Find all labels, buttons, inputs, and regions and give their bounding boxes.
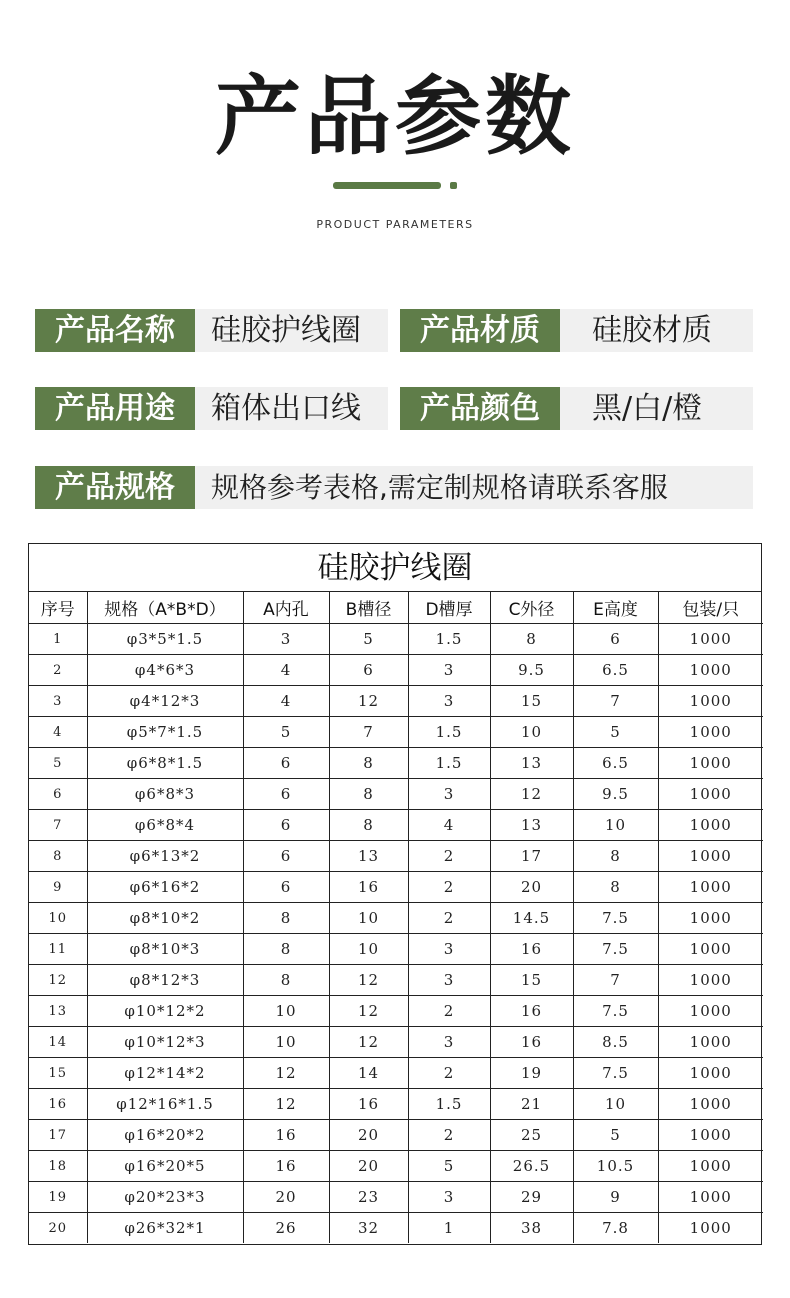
table-cell: 12 bbox=[329, 686, 408, 717]
table-cell: 3 bbox=[408, 965, 490, 996]
table-cell: 5 bbox=[243, 717, 329, 748]
table-cell: 3 bbox=[243, 624, 329, 655]
table-cell: 1000 bbox=[658, 934, 763, 965]
table-cell: 1000 bbox=[658, 1089, 763, 1120]
table-cell: 12 bbox=[329, 996, 408, 1027]
table-cell: 1.5 bbox=[408, 1089, 490, 1120]
table-cell: 12 bbox=[490, 779, 573, 810]
product-color-value: 黑/白/橙 bbox=[560, 387, 753, 430]
table-cell: 13 bbox=[29, 996, 87, 1027]
table-cell: 1.5 bbox=[408, 748, 490, 779]
spec-table-body bbox=[29, 624, 763, 1244]
table-row bbox=[29, 1058, 763, 1089]
table-cell: 10 bbox=[329, 934, 408, 965]
table-cell: φ4*12*3 bbox=[87, 686, 243, 717]
table-cell: 19 bbox=[490, 1058, 573, 1089]
table-cell: 9 bbox=[29, 872, 87, 903]
table-cell: φ4*6*3 bbox=[87, 655, 243, 686]
table-cell: 15 bbox=[490, 965, 573, 996]
table-cell: 6 bbox=[243, 810, 329, 841]
table-cell: φ5*7*1.5 bbox=[87, 717, 243, 748]
table-row bbox=[29, 1120, 763, 1151]
table-cell: 1000 bbox=[658, 779, 763, 810]
param-row-spec bbox=[35, 466, 753, 509]
table-cell: 9 bbox=[573, 1182, 658, 1213]
table-cell: 10 bbox=[573, 810, 658, 841]
table-cell: 6 bbox=[573, 624, 658, 655]
table-cell: 10 bbox=[490, 717, 573, 748]
table-cell: 8 bbox=[573, 872, 658, 903]
table-cell: 10 bbox=[573, 1089, 658, 1120]
table-row bbox=[29, 810, 763, 841]
table-cell: 2 bbox=[29, 655, 87, 686]
table-cell: φ6*16*2 bbox=[87, 872, 243, 903]
table-cell: 7 bbox=[573, 686, 658, 717]
table-cell: 18 bbox=[29, 1151, 87, 1182]
table-cell: φ20*23*3 bbox=[87, 1182, 243, 1213]
table-cell: 7.5 bbox=[573, 903, 658, 934]
table-row bbox=[29, 779, 763, 810]
table-cell: 1000 bbox=[658, 1151, 763, 1182]
table-cell: 1000 bbox=[658, 1182, 763, 1213]
table-cell: φ6*8*3 bbox=[87, 779, 243, 810]
table-row bbox=[29, 903, 763, 934]
table-cell: 1000 bbox=[658, 1213, 763, 1244]
product-name-label: 产品名称 bbox=[35, 309, 195, 352]
table-cell: 17 bbox=[490, 841, 573, 872]
product-spec-label: 产品规格 bbox=[35, 466, 195, 509]
table-cell: 29 bbox=[490, 1182, 573, 1213]
table-cell: 20 bbox=[329, 1151, 408, 1182]
table-cell: 5 bbox=[329, 624, 408, 655]
product-use-label: 产品用途 bbox=[35, 387, 195, 430]
table-cell: φ6*8*4 bbox=[87, 810, 243, 841]
table-cell: 5 bbox=[573, 717, 658, 748]
table-cell: 8 bbox=[329, 810, 408, 841]
table-cell: φ16*20*5 bbox=[87, 1151, 243, 1182]
column-header: A内孔 bbox=[243, 592, 329, 624]
table-cell: 25 bbox=[490, 1120, 573, 1151]
column-header: 包装/只 bbox=[658, 592, 763, 624]
table-cell: 1.5 bbox=[408, 717, 490, 748]
table-cell: φ16*20*2 bbox=[87, 1120, 243, 1151]
table-row bbox=[29, 748, 763, 779]
column-header: 规格（A*B*D） bbox=[87, 592, 243, 624]
table-row bbox=[29, 1182, 763, 1213]
table-cell: 8.5 bbox=[573, 1027, 658, 1058]
table-cell: 8 bbox=[490, 624, 573, 655]
table-cell: 6 bbox=[243, 779, 329, 810]
table-cell: 10 bbox=[243, 996, 329, 1027]
table-cell: 1 bbox=[29, 624, 87, 655]
table-row bbox=[29, 1027, 763, 1058]
table-cell: 6 bbox=[329, 655, 408, 686]
table-cell: 7 bbox=[29, 810, 87, 841]
product-use-value: 箱体出口线 bbox=[195, 387, 388, 430]
table-cell: 16 bbox=[490, 934, 573, 965]
table-row bbox=[29, 655, 763, 686]
table-cell: 16 bbox=[29, 1089, 87, 1120]
table-cell: 3 bbox=[408, 1027, 490, 1058]
table-cell: 8 bbox=[573, 841, 658, 872]
table-cell: 16 bbox=[490, 996, 573, 1027]
table-cell: 7 bbox=[329, 717, 408, 748]
table-cell: 5 bbox=[408, 1151, 490, 1182]
table-cell: 12 bbox=[243, 1089, 329, 1120]
table-cell: 1000 bbox=[658, 841, 763, 872]
table-cell: φ6*13*2 bbox=[87, 841, 243, 872]
column-header: E高度 bbox=[573, 592, 658, 624]
table-cell: 7.5 bbox=[573, 996, 658, 1027]
table-cell: 2 bbox=[408, 903, 490, 934]
table-cell: 14 bbox=[329, 1058, 408, 1089]
param-row-use-color bbox=[35, 387, 753, 430]
table-cell: φ8*12*3 bbox=[87, 965, 243, 996]
table-row bbox=[29, 934, 763, 965]
table-cell: 10 bbox=[29, 903, 87, 934]
table-cell: φ8*10*2 bbox=[87, 903, 243, 934]
table-cell: 12 bbox=[329, 1027, 408, 1058]
table-cell: φ3*5*1.5 bbox=[87, 624, 243, 655]
page-title: 产品参数 bbox=[215, 67, 575, 167]
table-cell: 13 bbox=[490, 748, 573, 779]
table-cell: 1000 bbox=[658, 903, 763, 934]
table-cell: 2 bbox=[408, 841, 490, 872]
table-cell: 3 bbox=[408, 686, 490, 717]
table-cell: 12 bbox=[243, 1058, 329, 1089]
table-cell: 8 bbox=[29, 841, 87, 872]
spec-table bbox=[29, 592, 763, 1243]
table-cell: 16 bbox=[243, 1120, 329, 1151]
table-cell: 4 bbox=[243, 655, 329, 686]
table-cell: 3 bbox=[29, 686, 87, 717]
table-cell: 16 bbox=[243, 1151, 329, 1182]
table-cell: 4 bbox=[243, 686, 329, 717]
table-header-row bbox=[29, 592, 763, 624]
table-cell: 4 bbox=[408, 810, 490, 841]
table-cell: φ12*14*2 bbox=[87, 1058, 243, 1089]
table-cell: 17 bbox=[29, 1120, 87, 1151]
table-cell: 5 bbox=[29, 748, 87, 779]
column-header: B槽径 bbox=[329, 592, 408, 624]
table-cell: 1000 bbox=[658, 810, 763, 841]
table-cell: 16 bbox=[490, 1027, 573, 1058]
table-cell: 7.8 bbox=[573, 1213, 658, 1244]
table-cell: 1000 bbox=[658, 1058, 763, 1089]
table-cell: 8 bbox=[243, 965, 329, 996]
table-cell: 3 bbox=[408, 779, 490, 810]
table-cell: 7 bbox=[573, 965, 658, 996]
table-cell: 26 bbox=[243, 1213, 329, 1244]
table-cell: 21 bbox=[490, 1089, 573, 1120]
table-cell: 15 bbox=[29, 1058, 87, 1089]
table-cell: 1000 bbox=[658, 655, 763, 686]
column-header: 序号 bbox=[29, 592, 87, 624]
column-header: D槽厚 bbox=[408, 592, 490, 624]
param-row-name-material bbox=[35, 309, 753, 352]
table-cell: 20 bbox=[490, 872, 573, 903]
table-cell: 7.5 bbox=[573, 1058, 658, 1089]
table-cell: 12 bbox=[329, 965, 408, 996]
product-name-value: 硅胶护线圈 bbox=[195, 309, 388, 352]
table-cell: 23 bbox=[329, 1182, 408, 1213]
table-cell: 1000 bbox=[658, 1120, 763, 1151]
table-cell: φ6*8*1.5 bbox=[87, 748, 243, 779]
table-row bbox=[29, 1213, 763, 1244]
table-cell: 1000 bbox=[658, 965, 763, 996]
table-cell: 6 bbox=[243, 872, 329, 903]
table-cell: 1000 bbox=[658, 748, 763, 779]
table-cell: 20 bbox=[329, 1120, 408, 1151]
table-cell: 6.5 bbox=[573, 655, 658, 686]
table-cell: 9.5 bbox=[573, 779, 658, 810]
title-underline bbox=[333, 182, 441, 189]
title-underline-dot bbox=[450, 182, 457, 189]
table-cell: 5 bbox=[573, 1120, 658, 1151]
table-cell: 1 bbox=[408, 1213, 490, 1244]
table-cell: 10 bbox=[329, 903, 408, 934]
table-row bbox=[29, 965, 763, 996]
table-cell: 9.5 bbox=[490, 655, 573, 686]
table-cell: 1000 bbox=[658, 1027, 763, 1058]
table-cell: 4 bbox=[29, 717, 87, 748]
table-row bbox=[29, 686, 763, 717]
table-cell: φ26*32*1 bbox=[87, 1213, 243, 1244]
table-cell: 14 bbox=[29, 1027, 87, 1058]
table-cell: 6 bbox=[243, 841, 329, 872]
table-cell: 1000 bbox=[658, 624, 763, 655]
table-cell: 10.5 bbox=[573, 1151, 658, 1182]
table-cell: 19 bbox=[29, 1182, 87, 1213]
table-cell: 38 bbox=[490, 1213, 573, 1244]
table-cell: 11 bbox=[29, 934, 87, 965]
table-cell: 3 bbox=[408, 934, 490, 965]
table-cell: 16 bbox=[329, 872, 408, 903]
table-cell: 1000 bbox=[658, 872, 763, 903]
table-cell: 14.5 bbox=[490, 903, 573, 934]
table-cell: 12 bbox=[29, 965, 87, 996]
table-cell: 8 bbox=[329, 779, 408, 810]
table-cell: 2 bbox=[408, 1120, 490, 1151]
table-cell: 1000 bbox=[658, 717, 763, 748]
table-cell: φ8*10*3 bbox=[87, 934, 243, 965]
table-cell: 1000 bbox=[658, 686, 763, 717]
column-header: C外径 bbox=[490, 592, 573, 624]
table-row bbox=[29, 624, 763, 655]
spec-table-container bbox=[28, 543, 762, 1245]
table-cell: 15 bbox=[490, 686, 573, 717]
table-cell: 2 bbox=[408, 996, 490, 1027]
table-cell: 8 bbox=[243, 934, 329, 965]
table-cell: 26.5 bbox=[490, 1151, 573, 1182]
table-row bbox=[29, 1151, 763, 1182]
table-row bbox=[29, 872, 763, 903]
product-material-value: 硅胶材质 bbox=[560, 309, 753, 352]
table-cell: φ12*16*1.5 bbox=[87, 1089, 243, 1120]
spec-table-title: 硅胶护线圈 bbox=[29, 544, 761, 592]
product-spec-value: 规格参考表格,需定制规格请联系客服 bbox=[195, 466, 753, 509]
table-cell: 10 bbox=[243, 1027, 329, 1058]
page-subtitle: PRODUCT PARAMETERS bbox=[316, 218, 474, 231]
table-cell: 6 bbox=[29, 779, 87, 810]
table-cell: 6 bbox=[243, 748, 329, 779]
table-cell: 3 bbox=[408, 655, 490, 686]
table-row bbox=[29, 996, 763, 1027]
table-cell: 8 bbox=[329, 748, 408, 779]
table-cell: 1000 bbox=[658, 996, 763, 1027]
table-cell: 13 bbox=[490, 810, 573, 841]
table-cell: 3 bbox=[408, 1182, 490, 1213]
table-row bbox=[29, 841, 763, 872]
table-cell: 20 bbox=[243, 1182, 329, 1213]
table-cell: 1.5 bbox=[408, 624, 490, 655]
table-cell: 8 bbox=[243, 903, 329, 934]
table-cell: 7.5 bbox=[573, 934, 658, 965]
table-cell: 20 bbox=[29, 1213, 87, 1244]
table-cell: 6.5 bbox=[573, 748, 658, 779]
table-row bbox=[29, 717, 763, 748]
table-cell: 32 bbox=[329, 1213, 408, 1244]
product-material-label: 产品材质 bbox=[400, 309, 560, 352]
table-cell: 13 bbox=[329, 841, 408, 872]
table-cell: φ10*12*2 bbox=[87, 996, 243, 1027]
table-row bbox=[29, 1089, 763, 1120]
table-cell: 16 bbox=[329, 1089, 408, 1120]
product-color-label: 产品颜色 bbox=[400, 387, 560, 430]
table-cell: 2 bbox=[408, 1058, 490, 1089]
table-cell: φ10*12*3 bbox=[87, 1027, 243, 1058]
table-cell: 2 bbox=[408, 872, 490, 903]
